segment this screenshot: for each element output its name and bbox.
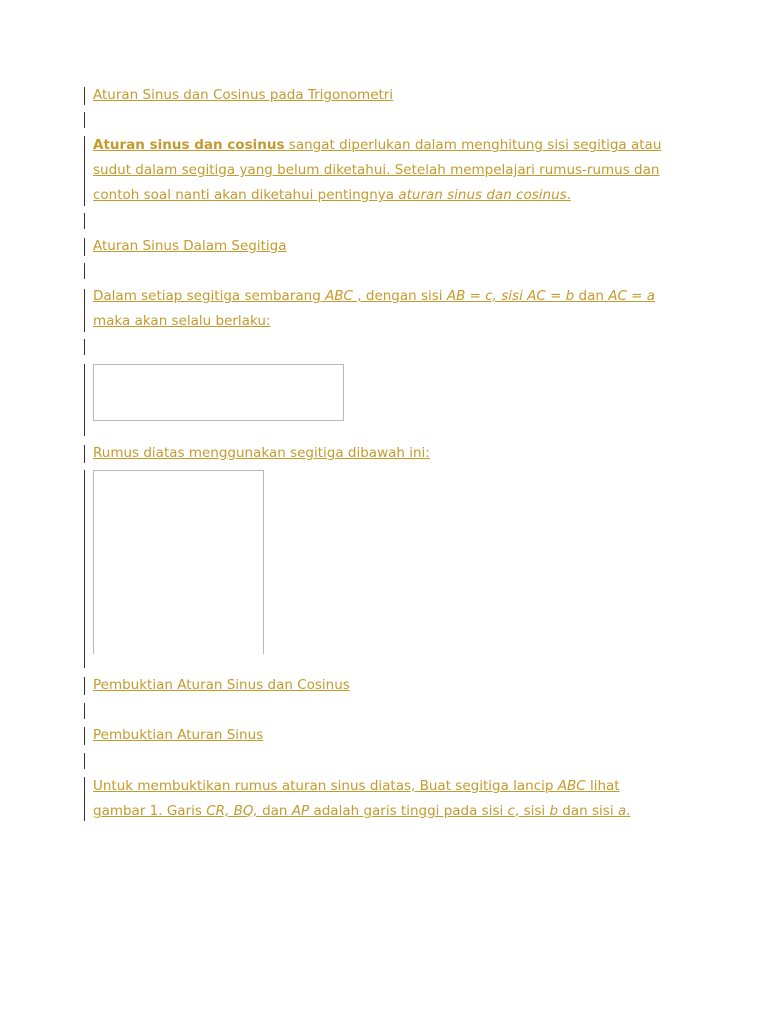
- gutter-marker: [84, 87, 85, 105]
- gutter-marker: [84, 112, 85, 128]
- intro-line-1-rest: sangat diperlukan dalam menghitung sisi segitiga atau: [284, 137, 662, 153]
- proof-italic: CR, BQ,: [206, 803, 258, 819]
- intro-line-1[interactable]: [93, 133, 661, 158]
- sinus-italic: AB = c, sisi AC = b: [446, 288, 575, 304]
- proof-para-line-2[interactable]: [93, 799, 630, 824]
- triangle-image-placeholder: [93, 470, 264, 654]
- gutter-marker: [84, 339, 85, 355]
- intro-line-3-end: .: [566, 187, 571, 203]
- gutter-marker: [84, 677, 85, 695]
- intro-line-3-italic: aturan sinus dan cosinus: [398, 187, 567, 203]
- proof-italic: AP: [291, 803, 310, 819]
- heading-pembuktian[interactable]: Pembuktian Aturan Sinus dan Cosinus: [93, 677, 350, 693]
- intro-line-3[interactable]: [93, 183, 571, 208]
- proof-text: adalah garis tinggi pada sisi: [309, 803, 508, 819]
- proof-text: .: [626, 803, 631, 819]
- gutter-marker: [84, 703, 85, 719]
- sinus-text: dan: [574, 288, 609, 304]
- gutter-marker: [84, 727, 85, 745]
- gutter-marker: [84, 777, 85, 821]
- gutter-marker: [84, 364, 85, 436]
- sinus-text: Dalam setiap segitiga sembarang: [93, 288, 326, 304]
- gutter-marker: [84, 213, 85, 229]
- proof-text: lihat: [585, 778, 620, 794]
- sinus-italic: AC = a: [608, 288, 656, 304]
- proof-italic: ABC: [557, 778, 586, 794]
- heading-pembuktian-sinus[interactable]: Pembuktian Aturan Sinus: [93, 727, 264, 743]
- proof-text: dan: [257, 803, 292, 819]
- gutter-marker: [84, 263, 85, 279]
- sinus-para-line-1[interactable]: [93, 284, 655, 309]
- proof-text: Untuk membuktikan rumus aturan sinus diatas, Buat segitiga lancip: [93, 778, 558, 794]
- intro-line-2[interactable]: sudut dalam segitiga yang belum diketahui. Setelah mempelajari rumus-rumus dan: [93, 162, 660, 178]
- proof-text: gambar 1. Garis: [93, 803, 207, 819]
- rumus-caption[interactable]: Rumus diatas menggunakan segitiga dibawah ini:: [93, 445, 430, 461]
- proof-italic: c: [507, 803, 515, 819]
- gutter-marker: [84, 445, 85, 463]
- gutter-marker: [84, 238, 85, 256]
- heading-aturan-sinus[interactable]: Aturan Sinus Dalam Segitiga: [93, 238, 287, 254]
- sinus-para-line-2[interactable]: maka akan selalu berlaku:: [93, 313, 271, 329]
- gutter-marker: [84, 289, 85, 332]
- proof-text: dan sisi: [558, 803, 618, 819]
- gutter-marker: [84, 470, 85, 668]
- proof-para-line-1[interactable]: [93, 774, 620, 799]
- proof-text: , sisi: [514, 803, 550, 819]
- intro-bold-term: Aturan sinus dan cosinus: [93, 137, 285, 153]
- sinus-italic: ABC: [325, 288, 353, 304]
- sinus-text: , dengan sisi: [353, 288, 447, 304]
- intro-line-3-plain: contoh soal nanti akan diketahui pentingnya: [93, 187, 399, 203]
- formula-image-placeholder: [93, 364, 344, 421]
- gutter-marker: [84, 136, 85, 206]
- proof-italic: b: [549, 803, 559, 819]
- proof-italic: a: [617, 803, 627, 819]
- doc-title-link[interactable]: Aturan Sinus dan Cosinus pada Trigonometri: [93, 87, 394, 103]
- gutter-marker: [84, 753, 85, 769]
